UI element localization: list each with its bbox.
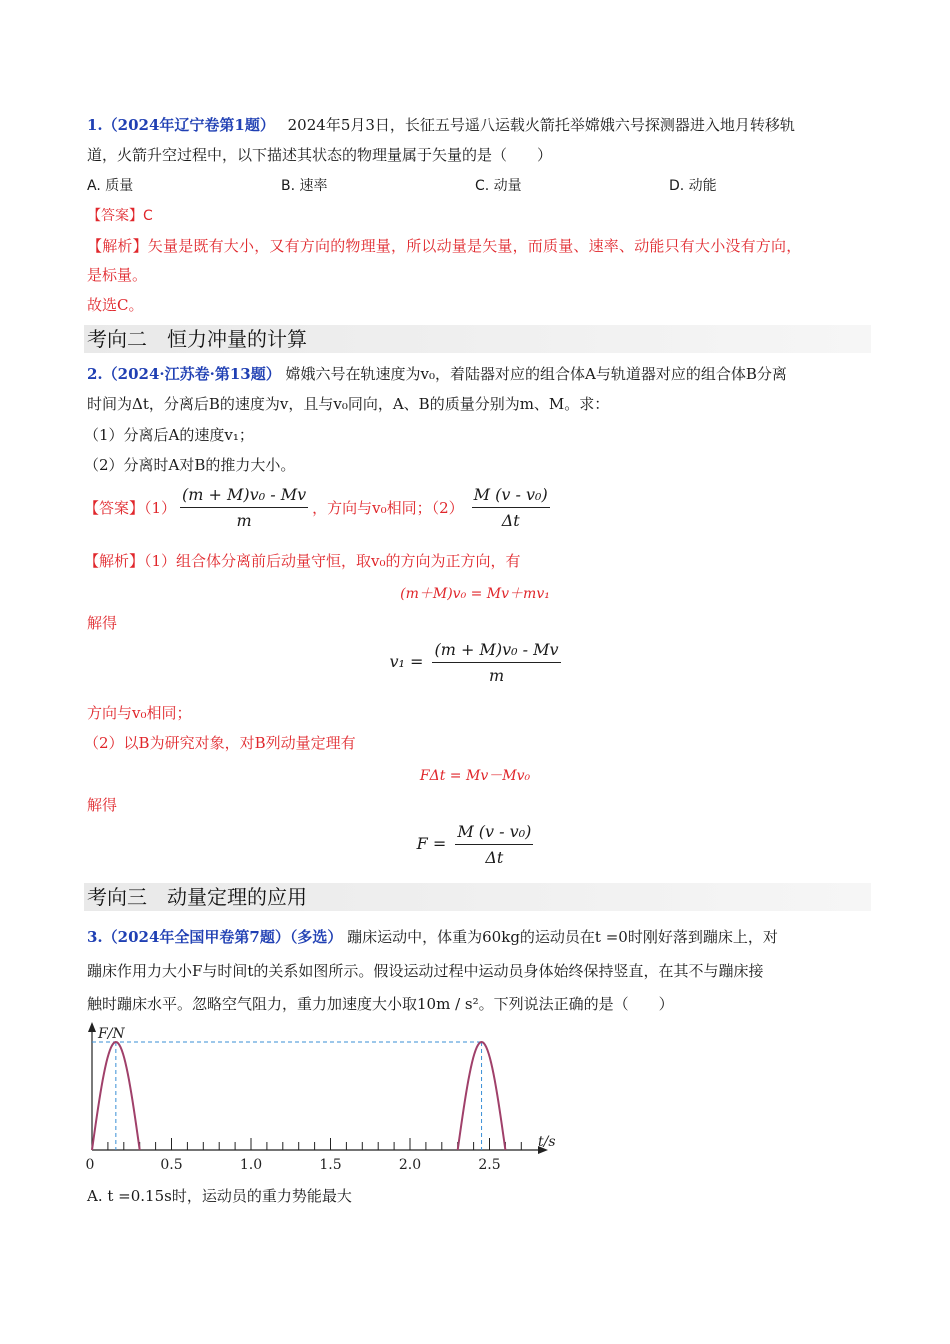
- q2-text2: 时间为Δt，分离后B的速度为v，且与v₀同向，A、B的质量分别为m、M。求：: [87, 395, 610, 413]
- q1-option-b: B. 速率: [281, 178, 328, 194]
- q1-line1: [87, 115, 795, 135]
- q2-analysis1: 【解析】（1）组合体分离前后动量守恒，取v₀的方向为正方向，有: [84, 552, 521, 570]
- q2-equation-4: [0, 822, 950, 867]
- q2-analysis2: （2）以B为研究对象，对B列动量定理有: [84, 734, 356, 752]
- q2-solve-2: 解得: [87, 796, 118, 814]
- q2-sub2: （2）分离时A对B的推力大小。: [84, 456, 296, 474]
- equation-2-fraction: [432, 640, 560, 685]
- q2-equation-3: FΔt = Mv－Mv₀: [419, 768, 531, 784]
- q2-answer-mid: ，方向与v₀相同；（2）: [312, 499, 464, 517]
- equation-4-denominator: Δt: [485, 848, 504, 867]
- q1-analysis1: 【解析】矢量是既有大小，又有方向的物理量，所以动量是矢量，而质量、速率、动能只有大小没有方向，: [87, 237, 802, 255]
- equation-2-denominator: m: [488, 666, 505, 685]
- q2-line1: [87, 364, 787, 384]
- answer-fraction-2-numerator: M (v - v₀): [472, 485, 550, 508]
- y-axis-arrow: [88, 1022, 96, 1032]
- answer-fraction-1: [180, 485, 308, 530]
- q3-text3: 触时蹦床水平。忽略空气阻力，重力加速度大小取10m / s²。下列说法正确的是（ ）: [87, 995, 674, 1013]
- q2-equation-2: [0, 640, 950, 685]
- q2-sub1: （1）分离后A的速度v₁；: [84, 426, 254, 444]
- answer-fraction-2: [472, 485, 550, 530]
- q2-answer-row: [84, 485, 550, 530]
- equation-4-numerator: M (v - v₀): [455, 822, 533, 845]
- x-tick-label: 2.0: [398, 1157, 422, 1173]
- q3-line1: [87, 927, 778, 947]
- q2-tag: 2.（2024·江苏卷·第13题）: [87, 365, 281, 383]
- q1-option-c: C. 动量: [475, 178, 522, 194]
- y-axis-label: F/N: [98, 1026, 125, 1042]
- x-tick-label: 0: [85, 1157, 95, 1173]
- x-tick-label: 0.5: [160, 1157, 183, 1173]
- q1-text2: 道，火箭升空过程中，以下描述其状态的物理量属于矢量的是（ ）: [87, 146, 553, 164]
- q1-option-a: A. 质量: [87, 178, 134, 194]
- answer-fraction-1-numerator: (m + M)v₀ - Mv: [180, 485, 308, 508]
- q2-answer-label: 【答案】（1）: [84, 499, 177, 517]
- q2-text1: 嫦娥六号在轨速度为v₀，着陆器对应的组合体A与轨道器对应的组合体B分离: [285, 365, 787, 383]
- equation-4-fraction: [455, 822, 533, 867]
- force-time-chart: [60, 1020, 580, 1180]
- q3-text1: 蹦床运动中，体重为60kg的运动员在t =0时刚好落到蹦床上，对: [347, 928, 778, 946]
- q2-equation-1: (m＋M)v₀ = Mv＋mv₁: [400, 586, 550, 602]
- q2-direction: 方向与v₀相同；: [87, 704, 192, 722]
- x-axis-label: t/s: [538, 1134, 556, 1150]
- q3-option-a: A. t =0.15s时，运动员的重力势能最大: [87, 1187, 352, 1205]
- equation-2-lhs: v₁ =: [389, 652, 424, 671]
- equation-2-numerator: (m + M)v₀ - Mv: [432, 640, 560, 663]
- q1-analysis2: 是标量。: [87, 266, 148, 284]
- x-tick-label: 2.5: [478, 1157, 501, 1173]
- q1-tag: 1.（2024年辽宁卷第1题）: [87, 116, 275, 134]
- section-header-2: 考向二 恒力冲量的计算: [84, 325, 871, 353]
- equation-4-lhs: F =: [416, 834, 447, 853]
- q2-solve-1: 解得: [87, 614, 118, 632]
- q3-tag: 3.（2024年全国甲卷第7题）（多选）: [87, 928, 343, 946]
- q3-text2: 蹦床作用力大小F与时间t的关系如图所示。假设运动过程中运动员身体始终保持竖直，在其不与蹦床接: [87, 962, 764, 980]
- q1-conclusion: 故选C。: [87, 296, 144, 314]
- x-tick-label: 1.0: [239, 1157, 263, 1173]
- x-tick-label: 1.5: [319, 1157, 342, 1173]
- answer-fraction-2-denominator: Δt: [501, 511, 520, 530]
- q1-text1: 2024年5月3日，长征五号遥八运载火箭托举嫦娥六号探测器进入地月转移轨: [287, 116, 795, 134]
- answer-fraction-1-denominator: m: [236, 511, 252, 530]
- q1-answer: 【答案】C: [87, 208, 153, 224]
- section-header-3: 考向三 动量定理的应用: [84, 883, 871, 911]
- q1-option-d: D. 动能: [669, 178, 717, 194]
